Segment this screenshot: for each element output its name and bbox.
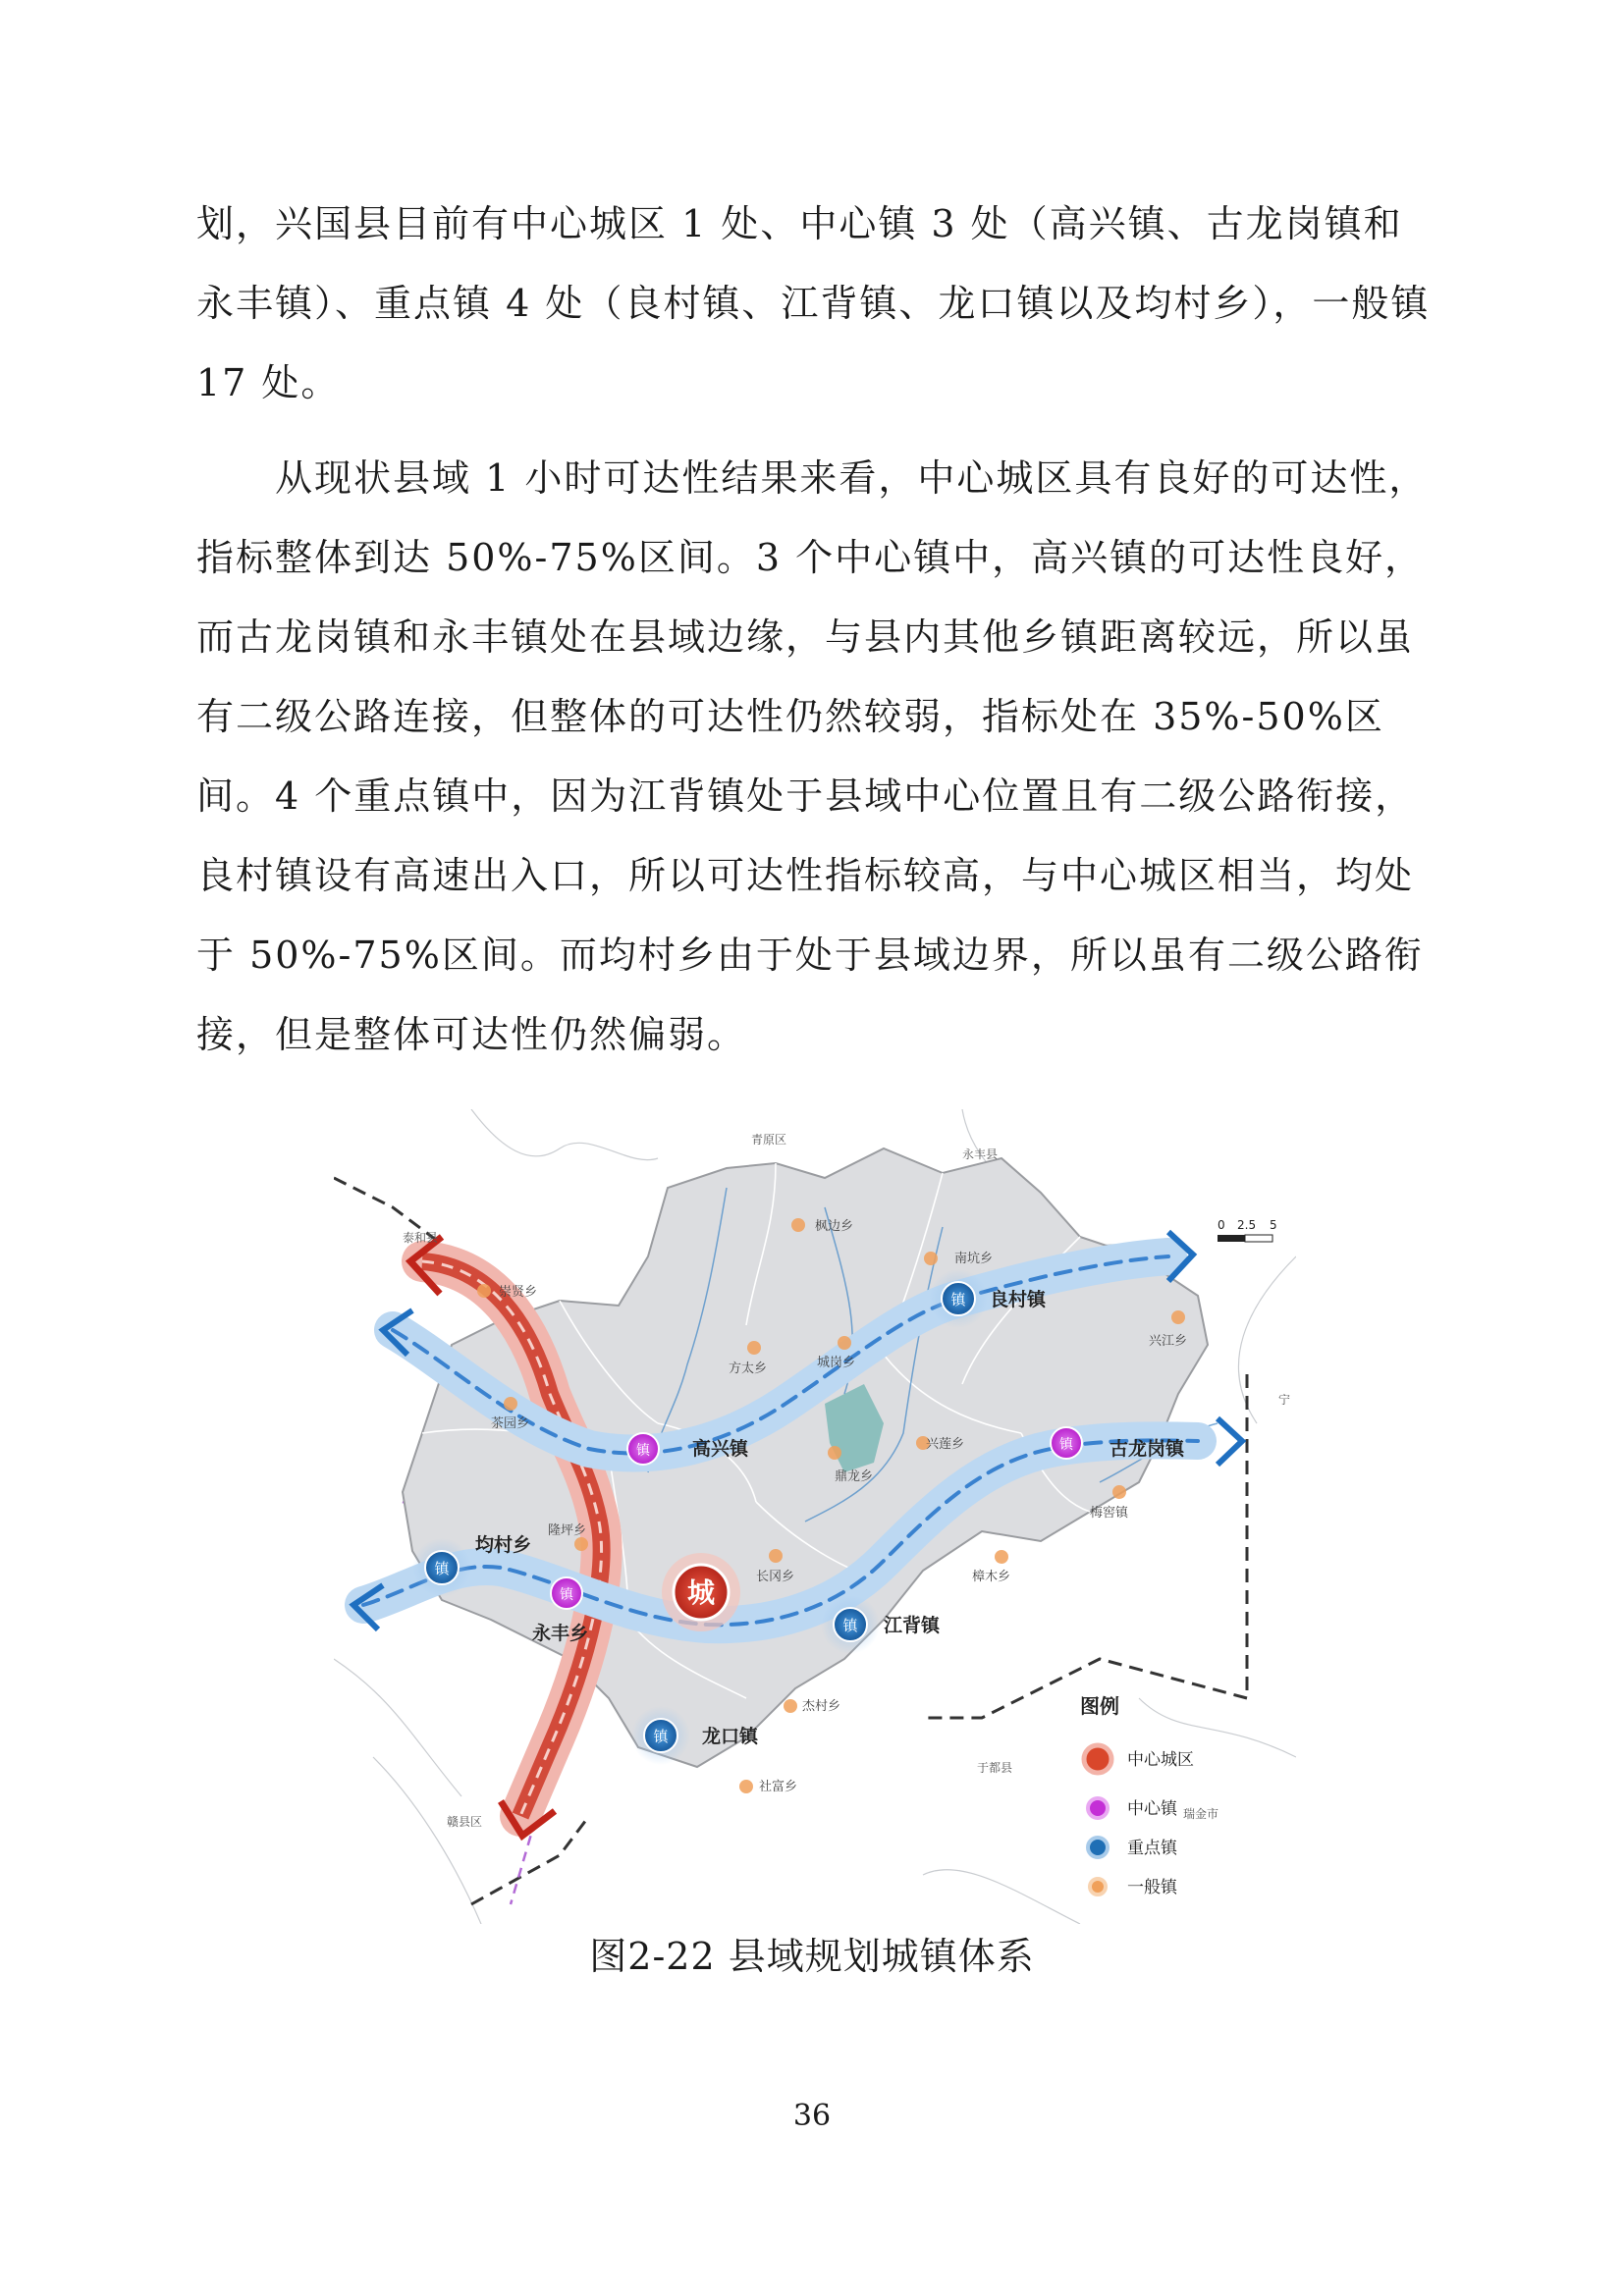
neighbor-label: 泰和县 <box>403 1231 439 1245</box>
paragraph-1: 划，兴国县目前有中心城区 1 处、中心镇 3 处（高兴镇、古龙岗镇和永丰镇）、重点镇 4 处（良村镇、江背镇、龙口镇以及均村乡），一般镇 17 处。 <box>196 202 1431 404</box>
county-town-system-map <box>334 1109 1296 1924</box>
general-town-label: 方太乡 <box>729 1362 768 1376</box>
legend-label: 中心城区 <box>1127 1750 1194 1770</box>
neighbor-label: 赣县区 <box>447 1815 483 1829</box>
central-town-label: 高兴镇 <box>692 1438 749 1460</box>
scale-tick: 5 <box>1270 1218 1277 1232</box>
neighbor-label: 青原区 <box>751 1133 787 1147</box>
general-town-label: 茶园乡 <box>491 1416 530 1431</box>
scale-tick: 0 <box>1218 1218 1225 1232</box>
general-town-label: 兴莲乡 <box>926 1437 965 1452</box>
general-town-label: 城岗乡 <box>817 1356 856 1370</box>
general-town-label: 杰村乡 <box>802 1699 841 1714</box>
town-icon-text: 镇 <box>434 1560 450 1577</box>
neighbor-label: 宁 <box>1278 1393 1291 1407</box>
town-icon-text: 镇 <box>636 1443 650 1459</box>
neighbor-label: 于都县 <box>977 1761 1013 1775</box>
central-town-label: 永丰乡 <box>532 1623 589 1644</box>
legend-title: 图例 <box>1080 1694 1119 1718</box>
general-town-label: 长冈乡 <box>756 1570 795 1584</box>
legend-swatch-key-town <box>1088 1838 1108 1857</box>
center-city <box>662 1553 740 1631</box>
key-town-label: 良村镇 <box>990 1289 1047 1310</box>
general-town-label: 梅窖镇 <box>1090 1506 1129 1521</box>
general-town-marker <box>924 1251 993 1266</box>
legend-swatch-central-town <box>1088 1798 1108 1818</box>
general-town-marker <box>739 1779 797 1794</box>
page-number: 36 <box>792 2099 832 2133</box>
legend-swatch-general-town <box>1090 1879 1106 1895</box>
legend-label: 一般镇 <box>1127 1878 1177 1897</box>
central-town-label: 古龙岗镇 <box>1110 1438 1185 1460</box>
key-town-label: 龙口镇 <box>702 1726 759 1747</box>
town-icon-text: 镇 <box>842 1617 858 1634</box>
key-town-label: 江背镇 <box>884 1615 941 1636</box>
town-icon-text: 镇 <box>560 1587 573 1603</box>
general-town-label: 崇贤乡 <box>499 1285 538 1300</box>
legend-label: 重点镇 <box>1127 1839 1177 1858</box>
neighbor-label: 瑞金市 <box>1183 1807 1219 1821</box>
key-town-label: 均村乡 <box>475 1534 532 1556</box>
general-town-label: 枫边乡 <box>815 1219 854 1234</box>
general-town-marker <box>916 1436 964 1452</box>
general-town-label: 鼎龙乡 <box>835 1469 874 1484</box>
paragraph-2: 从现状县域 1 小时可达性结果来看，中心城区具有良好的可达性，指标整体到达 50%-75%区间。3 个中心镇中，高兴镇的可达性良好，而古龙岗镇和永丰镇处在县域边缘，与县内其他乡镇距离较远，所以虽有二级公路连接，但整体的可达性仍然较弱，指标处在 35%-50%区间。4 个重点镇中，因为江背镇处于县域中心位置且有二级公路衔接，良村镇设有高速出入口，所以可达性指标较高，与中心城区相当，均处于 50%-75%区间。而均村乡由于处于县域边界，所以虽有二级公路衔接，但是整体可达性仍然偏弱。 <box>196 456 1429 1056</box>
figure-caption: 图2-22 县域规划城镇体系 <box>589 1935 1035 1978</box>
town-icon-text: 镇 <box>950 1291 966 1308</box>
center-city-icon-text: 城 <box>686 1576 716 1609</box>
general-town-label: 兴江乡 <box>1149 1334 1188 1349</box>
general-town-label: 樟木乡 <box>972 1570 1011 1584</box>
legend-label: 中心镇 <box>1127 1799 1177 1819</box>
general-town-marker <box>784 1698 840 1714</box>
general-town-marker <box>477 1284 537 1300</box>
general-town-label: 社富乡 <box>759 1780 798 1794</box>
general-town-label: 隆坪乡 <box>548 1523 587 1538</box>
neighbor-label: 永丰县 <box>962 1148 999 1161</box>
legend-swatch-center-city <box>1084 1745 1111 1773</box>
general-town-label: 南坑乡 <box>954 1252 994 1266</box>
scale-tick: 2.5 <box>1237 1218 1257 1232</box>
town-icon-text: 镇 <box>653 1728 669 1745</box>
town-icon-text: 镇 <box>1059 1437 1073 1453</box>
